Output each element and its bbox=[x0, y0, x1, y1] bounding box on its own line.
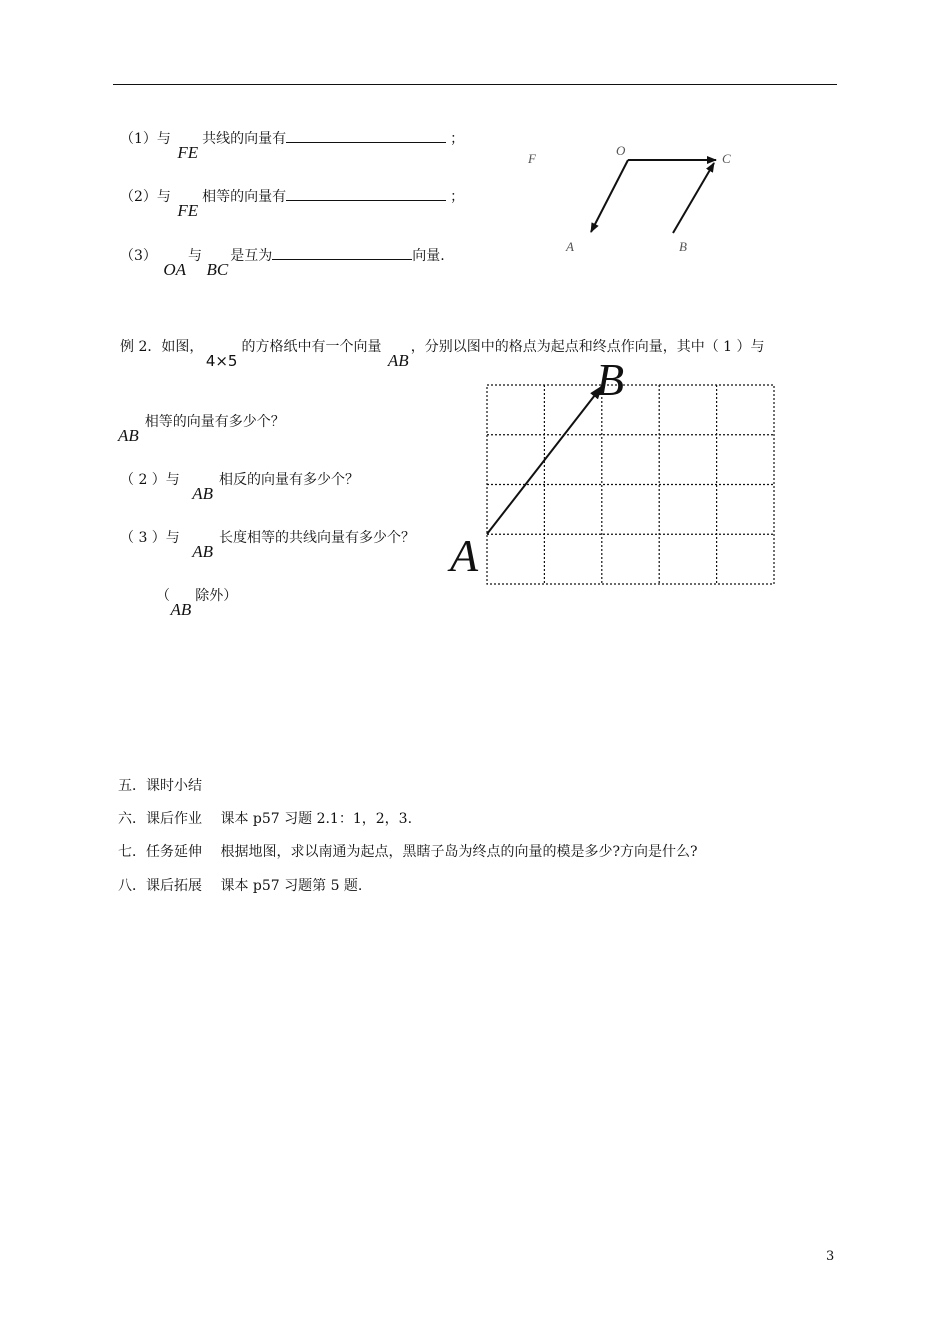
example2-q1 bbox=[118, 412, 285, 445]
header-rule bbox=[113, 84, 837, 85]
example2-q3-text: 长度相等的共线向量有多少个？ bbox=[219, 530, 416, 546]
q3-vector-oa: OA bbox=[163, 260, 187, 279]
label-f: F bbox=[528, 151, 536, 166]
vector-figure bbox=[520, 140, 750, 265]
example2-q3 bbox=[120, 528, 416, 561]
q1-prefix: （1）与 bbox=[120, 131, 171, 147]
vector-figure-svg bbox=[520, 140, 750, 265]
q3-blank[interactable] bbox=[272, 245, 412, 260]
grid-label-a: A bbox=[450, 530, 479, 581]
example2-size: 4×5 bbox=[205, 352, 238, 370]
vector-oa bbox=[591, 160, 628, 232]
label-o: O bbox=[616, 143, 626, 158]
q2-text: 相等的向量有 bbox=[202, 189, 287, 205]
example2-q2-vector: AB bbox=[192, 484, 214, 503]
vector-ab bbox=[487, 386, 602, 534]
example2-note-vector: AB bbox=[170, 600, 192, 619]
grid-lines bbox=[487, 385, 774, 584]
q2-end: ； bbox=[450, 189, 465, 205]
q1-end: ； bbox=[450, 131, 465, 147]
q2-vector: FE bbox=[177, 201, 199, 220]
section-8: 八．课后拓展 课本 p57 习题第 5 题. bbox=[118, 878, 363, 894]
q2-prefix: （2）与 bbox=[120, 189, 171, 205]
example2-q2-prefix: （ 2 ）与 bbox=[120, 472, 180, 488]
q3-prefix: （3） bbox=[120, 248, 157, 264]
q3-vector-bc: BC bbox=[206, 260, 229, 279]
question-2 bbox=[120, 186, 465, 220]
grid-figure bbox=[450, 355, 780, 590]
example2-q3-vector: AB bbox=[192, 542, 214, 561]
vector-bc bbox=[673, 163, 714, 233]
section-6: 六．课后作业 课本 p57 习题 2.1：1，2，3. bbox=[118, 811, 413, 827]
label-b: B bbox=[679, 239, 687, 254]
example2-q1-vector: AB bbox=[118, 426, 139, 445]
example2-q2-text: 相反的向量有多少个？ bbox=[219, 472, 360, 488]
label-a: A bbox=[566, 239, 574, 254]
q2-blank[interactable] bbox=[286, 186, 446, 201]
question-1 bbox=[120, 128, 465, 162]
example2-note bbox=[156, 586, 238, 619]
question-3 bbox=[120, 245, 445, 279]
q1-text: 共线的向量有 bbox=[202, 131, 287, 147]
example2-q1-text: 相等的向量有多少个？ bbox=[144, 414, 285, 430]
section-5: 五．课时小结 bbox=[118, 778, 202, 794]
example2-q3-prefix: （ 3 ）与 bbox=[120, 530, 180, 546]
example2-intro-c: ，分别以图中的格点为起点和终点作向量，其中（ 1 ）与 bbox=[410, 339, 765, 355]
page-number: 3 bbox=[826, 1249, 835, 1264]
example2-vector: AB bbox=[387, 351, 409, 370]
example2-intro-a: 例 2．如图， bbox=[120, 339, 204, 355]
example2-intro-b: 的方格纸中有一个向量 bbox=[241, 339, 382, 355]
q3-mid: 与 bbox=[188, 248, 203, 264]
example2-intro bbox=[120, 337, 765, 370]
section-7: 七．任务延伸 根据地图，求以南通为起点，黑瞎子岛为终点的向量的模是多少?方向是什么? bbox=[118, 844, 698, 860]
example2-note-open: （ bbox=[156, 588, 170, 604]
q3-end: 向量. bbox=[412, 248, 445, 264]
q3-text: 是互为 bbox=[230, 248, 273, 264]
example2-note-text: 除外） bbox=[195, 588, 238, 604]
q1-blank[interactable] bbox=[286, 128, 446, 143]
q1-vector: FE bbox=[177, 143, 199, 162]
example2-q2 bbox=[120, 470, 360, 503]
label-c: C bbox=[722, 151, 731, 166]
grid-label-b: B bbox=[596, 354, 625, 405]
